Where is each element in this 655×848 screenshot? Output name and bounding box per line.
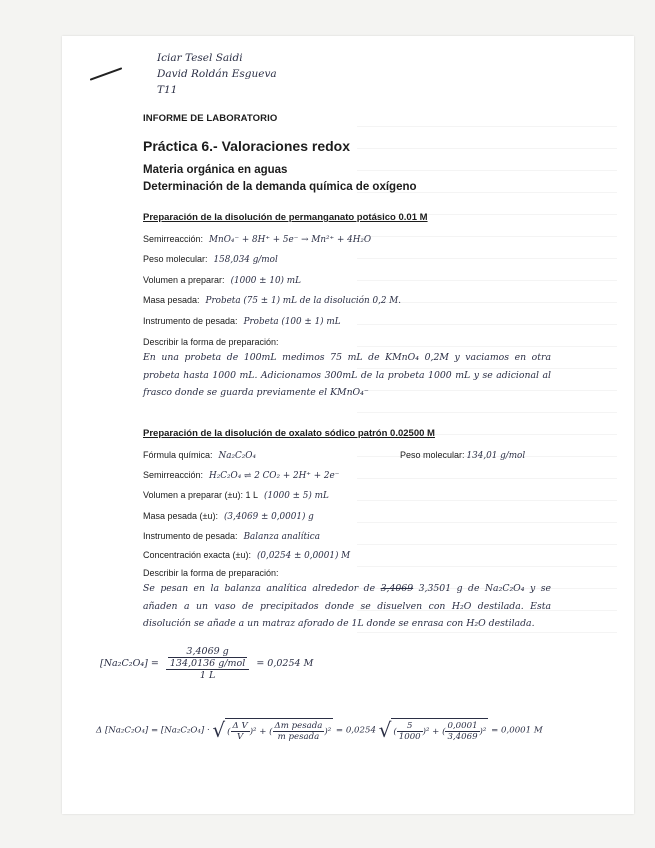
section-permanganate-heading: Preparación de la disolución de permanganato potásico 0.01 M: [143, 212, 428, 223]
concentration-equation: [100, 646, 313, 681]
group-code: T11: [157, 84, 178, 96]
field-label: Volumen a preparar:: [143, 275, 225, 285]
describe-label: Describir la forma de preparación:: [143, 337, 279, 347]
fraction: [397, 721, 423, 742]
equation-lhs: [Na₂C₂O₄] =: [100, 658, 159, 669]
fraction-numerator: [166, 646, 249, 670]
struck-mass-value: 3,4069: [380, 583, 414, 594]
field-row: [143, 510, 314, 523]
field-row: [143, 233, 371, 246]
preparation-description: [143, 580, 551, 633]
field-value: Balanza analítica: [243, 532, 320, 542]
fraction-denominator: 3,4069: [447, 732, 478, 742]
field-row: [143, 549, 350, 562]
author-name-1: Iciar Tesel Saidi: [157, 52, 243, 64]
field-value: (1000 ± 5) mL: [264, 491, 329, 501]
fraction-numerator: Δ V: [232, 721, 248, 731]
equation-lhs: Δ [Na₂C₂O₄] = [Na₂C₂O₄] ·: [96, 725, 210, 736]
field-label: Fórmula química:: [143, 450, 213, 460]
fraction-denominator: 1000: [398, 732, 421, 742]
molar-mass-value: 134,0136 g/mol: [169, 658, 246, 669]
field-value: Probeta (75 ± 1) mL de la disolución 0,2 M.: [205, 296, 402, 306]
sqrt-body: ( $\frac{5}{1000}$ )² + ( $\frac{0,0001}{3,4069}$ )²: [391, 718, 488, 742]
author-name-2: David Roldán Esgueva: [157, 68, 277, 80]
field-row: [143, 449, 256, 462]
field-label: Instrumento de pesada:: [143, 316, 238, 326]
description-part-a: Se pesan en la balanza analítica alrededor de: [143, 583, 376, 594]
mass-value: 3,4069 g: [168, 646, 247, 658]
field-label: Semirreacción:: [143, 470, 204, 480]
field-row: [143, 274, 301, 287]
field-row: [143, 294, 401, 307]
field-value: MnO₄⁻ + 8H⁺ + 5e⁻ → Mn²⁺ + 4H₂O: [209, 235, 372, 245]
main-fraction: [166, 646, 249, 681]
field-row: [143, 253, 278, 266]
fraction-denominator: m pesada: [277, 732, 320, 742]
fraction: [231, 721, 250, 742]
inner-fraction: [168, 646, 247, 669]
subtitle-organic-matter: Materia orgánica en aguas: [143, 164, 288, 176]
fraction-numerator: 5: [397, 721, 423, 732]
field-label: Concentración exacta (±u):: [143, 550, 251, 560]
field-label: Peso molecular:: [143, 254, 208, 264]
sqrt-icon: √: [212, 718, 226, 742]
field-value: (3,4069 ± 0,0001) g: [223, 512, 314, 522]
field-row: [143, 530, 320, 543]
author-block: [157, 50, 277, 98]
field-label: Semirreacción:: [143, 234, 204, 244]
field-label: Volumen a preparar (±u): 1 L: [143, 490, 259, 500]
page-title: Práctica 6.- Valoraciones redox: [143, 138, 350, 154]
field-label: Peso molecular:: [400, 450, 465, 460]
fraction: [445, 721, 479, 742]
field-label: Masa pesada (±u):: [143, 511, 218, 521]
field-row: [400, 449, 525, 462]
fraction-numerator: Δm pesada: [274, 721, 323, 731]
field-value: Na₂C₂O₄: [218, 451, 256, 461]
subtitle-cod: Determinación de la demanda química de oxígeno: [143, 181, 417, 193]
field-row: [143, 469, 339, 482]
equation-result: = 0,0001 M: [491, 725, 543, 736]
field-value: Probeta (100 ± 1) mL: [243, 317, 341, 327]
field-value: H₂C₂O₄ ⇌ 2 CO₂ + 2H⁺ + 2e⁻: [209, 471, 340, 481]
uncertainty-equation: [96, 718, 543, 742]
fraction-numerator: 0,0001: [447, 721, 478, 731]
preparation-description: En una probeta de 100mL medimos 75 mL de KMnO₄ 0,2M y vaciamos en otra probeta hasta 1000 mL. Adicionamos 300mL de la probeta 1000 mL y se adicional al frasco donde se guarda previamente el KMnO₄⁻: [143, 352, 551, 398]
field-row: [143, 315, 341, 328]
field-label: Instrumento de pesada:: [143, 531, 238, 541]
field-value: 158,034 g/mol: [213, 255, 278, 265]
report-label: INFORME DE LABORATORIO: [143, 113, 278, 124]
volume-value: 1 L: [199, 670, 216, 681]
description-part-b: 3,3501 g de Na₂C₂O₄ y se añaden a un vaso de precipitados donde se disuelven con H₂O destilada. Esta disolución se añade a un matraz aforado de 1L donde se enrasa con H₂O destilada.: [143, 583, 551, 629]
equation-result: = 0,0254 M: [256, 658, 314, 669]
equation-mid: = 0,0254: [335, 725, 376, 736]
field-value: (0,0254 ± 0,0001) M: [257, 551, 351, 561]
field-value: 134,01 g/mol: [466, 451, 526, 461]
fraction-denominator: V: [237, 732, 244, 742]
field-label: Masa pesada:: [143, 295, 200, 305]
field-row: [143, 489, 329, 502]
section-oxalate-heading: Preparación de la disolución de oxalato sódico patrón 0.02500 M: [143, 428, 435, 439]
fraction: [273, 721, 325, 742]
describe-label: Describir la forma de preparación:: [143, 568, 279, 578]
sqrt-icon: √: [378, 718, 392, 742]
sqrt-body: ( $\frac{\text{Δ V}}{V}$ )² + ( $\frac{\text{Δm pesada}}{\text{m pesada}}$ )²: [225, 718, 333, 742]
field-value: (1000 ± 10) mL: [230, 276, 301, 286]
